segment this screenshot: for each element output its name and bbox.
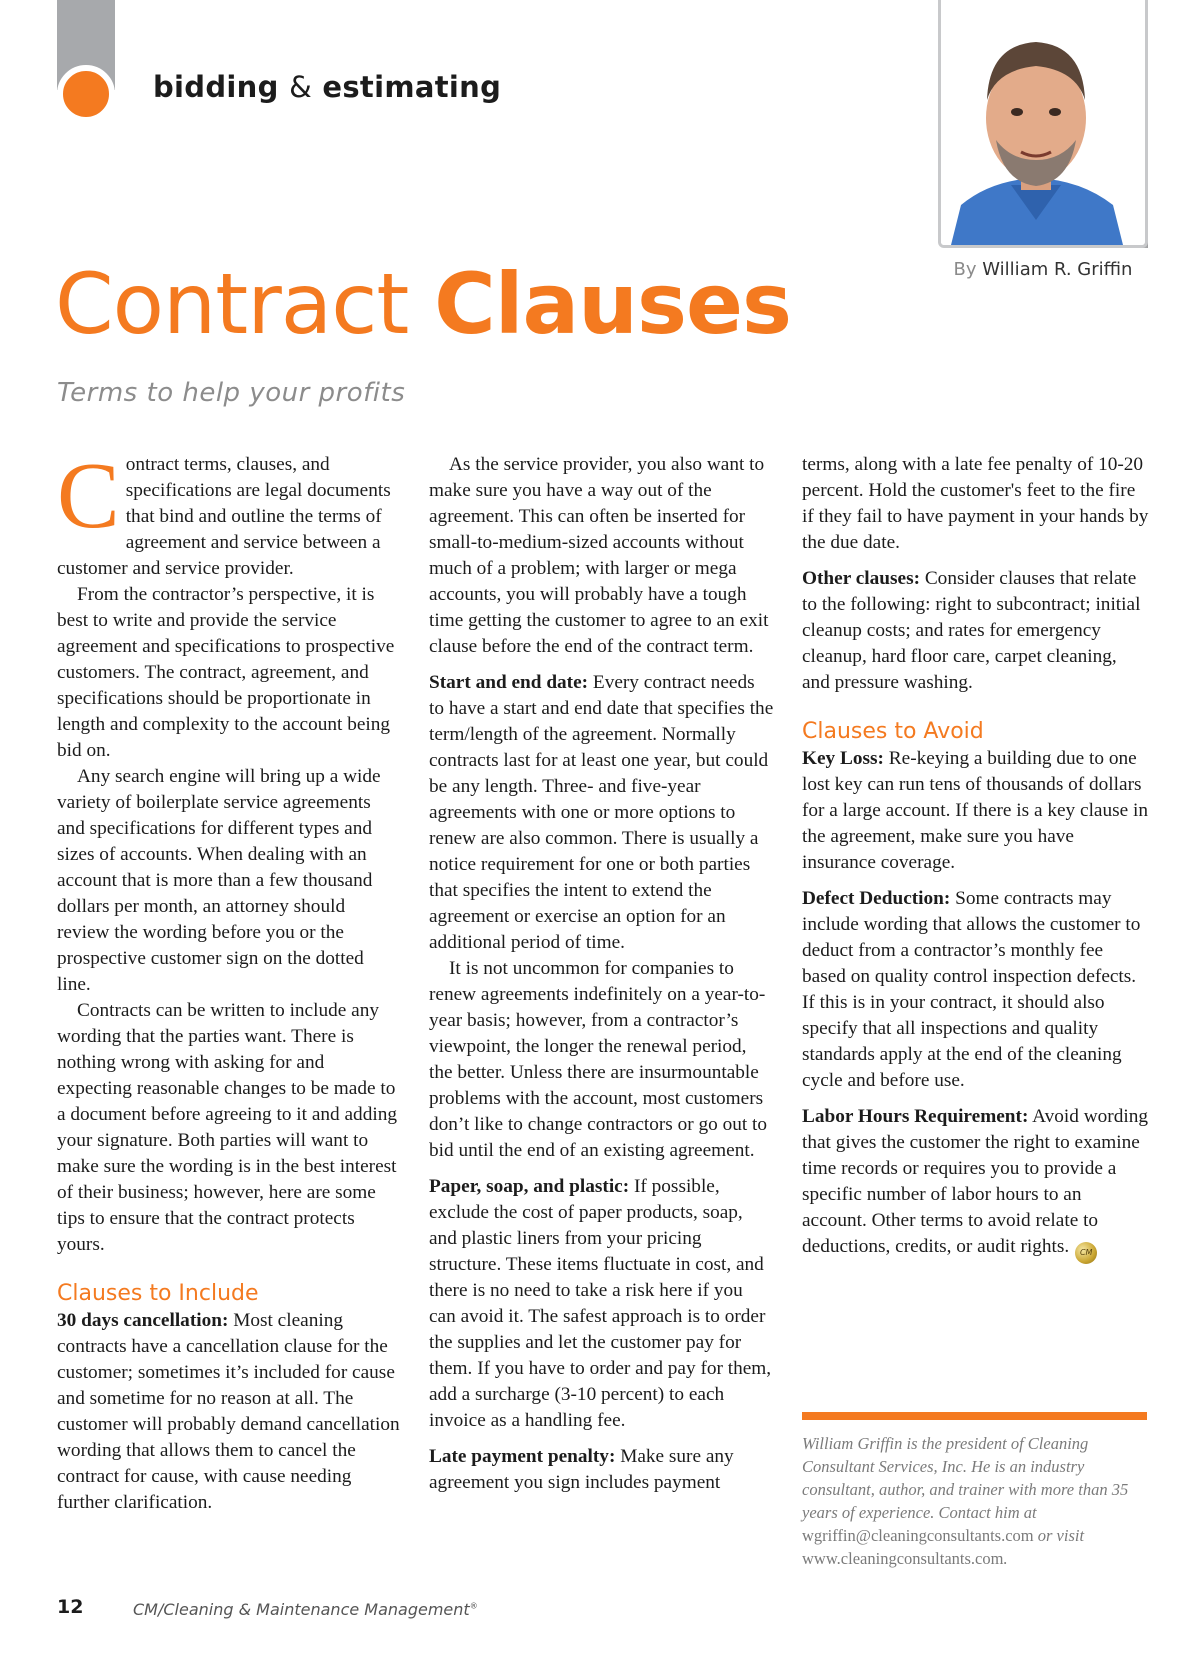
run-in-label: Labor Hours Requirement: xyxy=(802,1106,1029,1127)
paragraph xyxy=(429,1174,774,1434)
bio-divider xyxy=(802,1412,1147,1420)
run-in-label: Defect Deduction: xyxy=(802,888,951,909)
bio-text: . xyxy=(1003,1549,1008,1568)
author-photo xyxy=(938,0,1148,248)
headline-bold: Clauses xyxy=(434,255,791,353)
paragraph: Contracts can be written to include any wording that the parties want. There is nothing wrong with asking for and expecting reasonable changes to be made to a document before agreeing to it and adding your signature. Both parties will want to make sure the wording is in the best interest of their business; however, here are some tips to ensure that the contract protects yours. xyxy=(57,1000,397,1255)
section-label xyxy=(153,70,501,104)
paragraph: terms, along with a late fee penalty of 10-20 percent. Hold the customer's feet to the fire if they fail to have payment in your hands by the due date. xyxy=(802,454,1149,553)
paragraph: Any search engine will bring up a wide variety of boilerplate service agreements and specifications for different types and sizes of accounts. When dealing with an account that is more than a few thousand dollars per month, an attorney should review the wording before you or the prospective customer sign on the dotted line. xyxy=(57,766,381,995)
page-number: 12 xyxy=(57,1596,84,1618)
paragraph xyxy=(802,746,1149,876)
paragraph xyxy=(802,1104,1149,1264)
section-label-ampersand: & xyxy=(289,70,312,104)
paragraph xyxy=(802,886,1149,1094)
paragraph-text: Re-keying a building due to one lost key can run tens of thousands of dollars for a large account. If there is a key clause in the agreement, make sure you have insurance coverage. xyxy=(802,748,1149,873)
paragraph xyxy=(429,1444,774,1496)
paragraph xyxy=(802,566,1149,696)
bio-text: William Griffin is the president of Cleaning Consultant Services, Inc. He is an industry consultant, author, and trainer with more than 35 years of experience. Contact him at xyxy=(802,1434,1129,1522)
run-in-label: Other clauses: xyxy=(802,568,920,589)
section-heading-clauses-to-avoid: Clauses to Avoid xyxy=(802,719,984,744)
section-tab-dot xyxy=(57,65,115,123)
bio-email-link[interactable]: wgriffin@cleaningconsultants.com xyxy=(802,1526,1034,1545)
headline xyxy=(55,255,791,353)
paragraph-text: Avoid wording that gives the customer the right to examine time records or requires you to provide a specific number of labor hours to an account. Other terms to avoid relate to deductions, credits, or audit rights. xyxy=(802,1106,1149,1257)
drop-cap: C xyxy=(57,444,120,548)
paragraph xyxy=(57,444,402,582)
run-in-label: Start and end date: xyxy=(429,672,589,693)
author-bio xyxy=(802,1432,1149,1570)
section-label-bidding: bidding xyxy=(153,70,279,104)
column-3 xyxy=(802,452,1149,1264)
paragraph: It is not uncommon for companies to renew agreements indefinitely on a year-to-year basis; however, from a contractor’s viewpoint, the longer the renewal period, the better. Unless there are insurmountable problems with the account, most customers don’t like to change contractors or go out to bid until the end of an existing agreement. xyxy=(429,958,768,1161)
headline-light: Contract xyxy=(55,255,409,353)
byline-author: William R. Griffin xyxy=(982,259,1133,280)
run-in-label: Late payment penalty: xyxy=(429,1446,616,1467)
paragraph-text: Make sure any agreement you sign includes payment xyxy=(429,1446,734,1493)
bio-website-link[interactable]: www.cleaningconsultants.com xyxy=(802,1549,1004,1568)
subhead: Terms to help your profits xyxy=(57,378,406,408)
run-in-label: Paper, soap, and plastic: xyxy=(429,1176,630,1197)
bio-text: or visit xyxy=(1033,1526,1085,1545)
paragraph xyxy=(429,670,774,956)
byline-by: By xyxy=(953,259,977,280)
paragraph-text: Some contracts may include wording that allows the customer to deduct from a contractor’s monthly fee based on quality control inspection defects. If this is in your contract, it should also specify that all inspections and quality standards apply at the end of the cleaning cycle and before use. xyxy=(802,888,1141,1091)
publication-name: CM/Cleaning & Maintenance Management xyxy=(133,1600,470,1619)
publication-title xyxy=(133,1600,478,1619)
paragraph-text: Every contract needs to have a start and end date that specifies the term/length of the agreement. Normally contracts last for at least one year, but could be any length. Three- and five-year agreements with one or more options to renew are also common. There is usually a notice requirement for one or both parties that specifies the intent to extend the agreement or exercise an option for an additional period of time. xyxy=(429,672,774,953)
paragraph: As the service provider, you also want to make sure you have a way out of the agreement. This can often be inserted for small-to-medium-sized accounts without much of a problem; with larger or mega accounts, you will probably have a tough time getting the customer to agree to an exit clause before the end of the contract term. xyxy=(429,454,769,657)
paragraph-text: Most cleaning contracts have a cancellation clause for the customer; sometimes it’s included for cause and sometime for no reason at all. The customer will probably demand cancellation wording that allows them to cancel the contract for cause, with cause needing further clarification. xyxy=(57,1310,400,1513)
section-label-estimating: estimating xyxy=(322,70,502,104)
author-portrait-image xyxy=(941,0,1131,245)
column-2 xyxy=(429,452,774,1496)
paragraph: From the contractor’s perspective, it is best to write and provide the service agreement and specifications to prospective customers. The contract, agreement, and specifications should be proportionate in length and complexity to the account being bid on. xyxy=(57,584,395,761)
section-heading-clauses-to-include: Clauses to Include xyxy=(57,1281,259,1306)
run-in-label: 30 days cancellation: xyxy=(57,1310,229,1331)
run-in-label: Key Loss: xyxy=(802,748,884,769)
registered-mark: ® xyxy=(469,1601,478,1611)
paragraph-text: If possible, exclude the cost of paper products, soap, and plastic liners from your pricing structure. These items fluctuate in cost, and there is no need to take a risk here if you can avoid it. The safest approach is to order the supplies and let the customer pay for them. If you have to order and pay for them, add a surcharge (3-10 percent) to each invoice as a handling fee. xyxy=(429,1176,772,1431)
paragraph-text: Consider clauses that relate to the following: right to subcontract; initial cleanup costs; and rates for emergency cleanup, hard floor care, carpet cleaning, and pressure washing. xyxy=(802,568,1141,693)
paragraph xyxy=(57,1308,402,1516)
paragraph-text: ontract terms, clauses, and specifications are legal documents that bind and outline the terms of agreement and service between a customer and service provider. xyxy=(57,454,391,579)
byline xyxy=(938,259,1148,280)
end-of-article-icon: CM xyxy=(1075,1242,1097,1264)
column-1 xyxy=(57,444,402,1516)
